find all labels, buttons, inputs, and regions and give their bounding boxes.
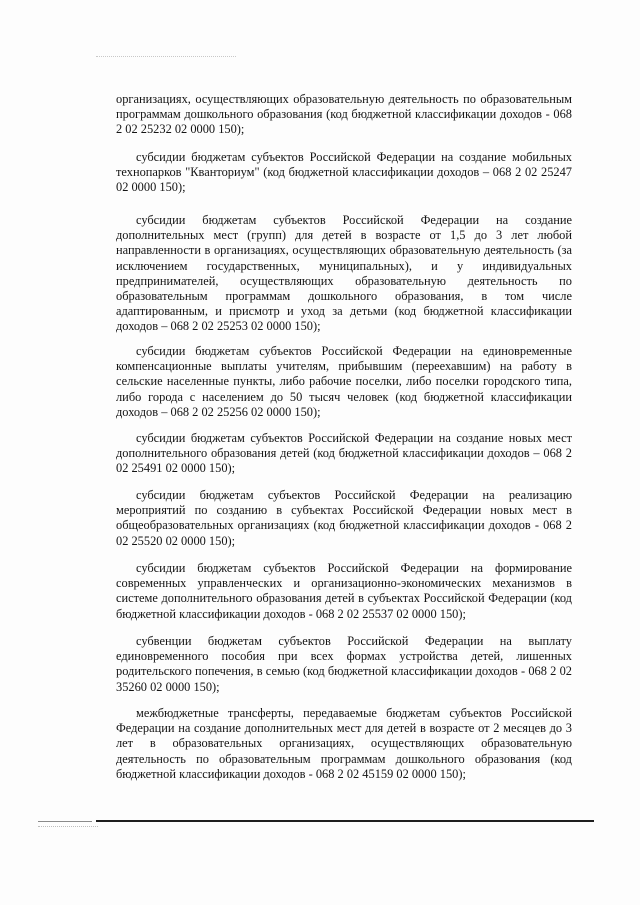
page-bottom-rule xyxy=(96,820,594,822)
paragraph-text: субсидии бюджетам субъектов Российской Федерации на создание новых мест дополнительного образования детей (код бюджетной классификации доходов – 068 2 02 25491 02 0000 150); xyxy=(116,431,572,476)
paragraph-text: субсидии бюджетам субъектов Российской Федерации на создание дополнительных мест (групп) для детей в возрасте от 1,5 до 3 лет любой направленности в организациях, осуществляющих образовательную деятельность (за исключением государственных, муниципальных), и у индивидуальных предпринимателей, осуществляющих образовательную деятельность по образовательным программам дошкольного образования, в том числе адаптированным, и присмотр и уход за детьми (код бюджетной классификации доходов – 068 2 02 25253 02 0000 150); xyxy=(116,213,572,334)
paragraph-continuation xyxy=(116,92,572,138)
paragraph-text: межбюджетные трансферты, передаваемые бюджетам субъектов Российской Федерации на создание дополнительных мест для детей в возрасте от 2 месяцев до 3 лет в образовательных организациях, осуществляющих образовательную деятельность по образовательным программам дошкольного образования (код бюджетной классификации доходов - 068 2 02 45159 02 0000 150); xyxy=(116,706,572,781)
paragraph-subsidy-teacher-payments xyxy=(116,344,572,420)
paragraph-subvention-allowance xyxy=(116,634,572,695)
paragraph-transfers-preschool xyxy=(116,706,572,782)
paragraph-subsidy-kvantorium xyxy=(116,150,572,196)
paragraph-text: организациях, осуществляющих образовательную деятельность по образовательным программам дошкольного образования (код бюджетной классификации доходов - 068 2 02 25232 02 0000 150); xyxy=(116,92,572,137)
paragraph-text: субсидии бюджетам субъектов Российской Федерации на формирование современных управленческих и организационно-экономических механизмов в системе дополнительного образования детей в субъектах Российской Федерации (код бюджетной классификации доходов - 068 2 02 25537 02 0000 150); xyxy=(116,561,572,621)
paragraph-text: субсидии бюджетам субъектов Российской Федерации на реализацию мероприятий по созданию в субъектах Российской Федерации новых мест в общеобразовательных организациях (код бюджетной классификации доходов - 068 2 02 25520 02 0000 150); xyxy=(116,488,572,548)
scan-artifact-top xyxy=(96,56,236,59)
paragraph-text: субвенции бюджетам субъектов Российской Федерации на выплату единовременного пособия при всех формах устройства детей, лишенных родительского попечения, в семью (код бюджетной классификации доходов - 068 2 02 35260 02 0000 150); xyxy=(116,634,572,694)
paragraph-subsidy-school-places xyxy=(116,488,572,549)
paragraph-text: субсидии бюджетам субъектов Российской Федерации на создание мобильных технопарков "Кванториум" (код бюджетной классификации доходов – 068 2 02 25247 02 0000 150); xyxy=(116,150,572,195)
paragraph-subsidy-additional-education xyxy=(116,431,572,477)
scan-artifact-bottom-left xyxy=(38,821,92,822)
scan-artifact-bottom xyxy=(38,826,98,829)
paragraph-subsidy-management-mechanisms xyxy=(116,561,572,622)
paragraph-text: субсидии бюджетам субъектов Российской Федерации на единовременные компенсационные выплаты учителям, прибывшим (переехавшим) на работу в сельские населенные пункты, либо рабочие поселки, либо поселки городского типа, либо города с населением до 50 тысяч человек (код бюджетной классификации доходов – 068 2 02 25256 02 0000 150); xyxy=(116,344,572,419)
paragraph-subsidy-preschool-places xyxy=(116,213,572,335)
